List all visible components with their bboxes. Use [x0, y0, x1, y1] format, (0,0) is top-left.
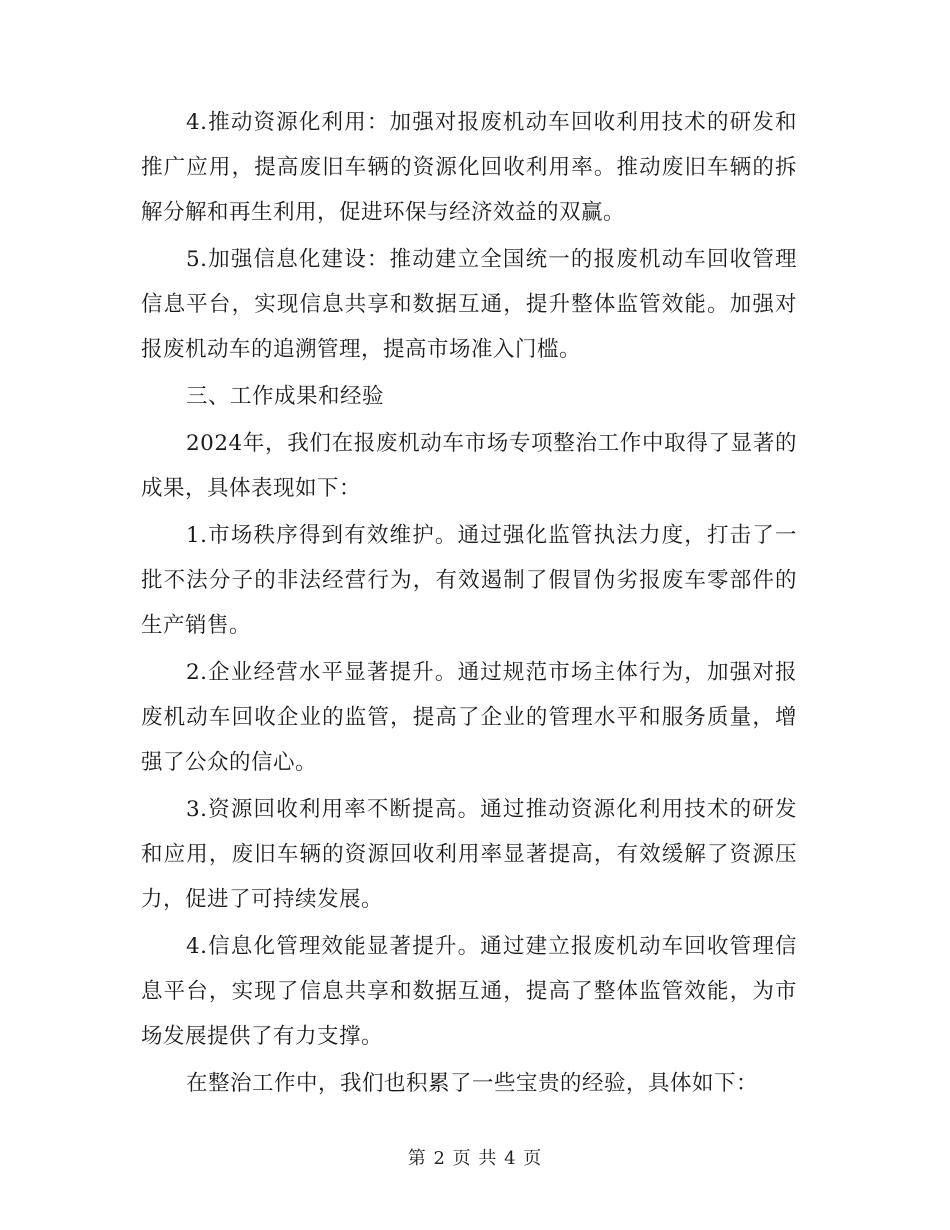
paragraph-resource-utilization: 4.推动资源化利用：加强对报废机动车回收利用技术的研发和推广应用，提高废旧车辆的资源化回收利用率。推动废旧车辆的拆解分解和再生利用，促进环保与经济效益的双赢。	[141, 110, 797, 225]
section-heading-results: 三、工作成果和经验	[186, 384, 385, 409]
page-number-footer: 第 2 页 共 4 页	[407, 1148, 543, 1169]
paragraph-result-market-order: 1.市场秩序得到有效维护。通过强化监管执法力度，打击了一批不法分子的非法经营行为，有效遏制了假冒伪劣报废车零部件的生产销售。	[141, 523, 797, 638]
document-body	[141, 100, 797, 1108]
paragraph-experience-intro: 在整治工作中，我们也积累了一些宝贵的经验，具体如下：	[186, 1071, 759, 1096]
paragraph-results-intro: 2024年，我们在报废机动车市场专项整治工作中取得了显著的成果，具体表现如下：	[141, 431, 797, 501]
paragraph-result-recycling-rate: 3.资源回收利用率不断提高。通过推动资源化利用技术的研发和应用，废旧车辆的资源回收利用率显著提高，有效缓解了资源压力，促进了可持续发展。	[141, 797, 797, 912]
paragraph-informatization: 5.加强信息化建设：推动建立全国统一的报废机动车回收管理信息平台，实现信息共享和数据互通，提升整体监管效能。加强对报废机动车的追溯管理，提高市场准入门槛。	[141, 247, 797, 362]
paragraph-result-informatization: 4.信息化管理效能显著提升。通过建立报废机动车回收管理信息平台，实现了信息共享和数据互通，提高了整体监管效能，为市场发展提供了有力支撑。	[141, 934, 797, 1049]
paragraph-result-enterprise: 2.企业经营水平显著提升。通过规范市场主体行为，加强对报废机动车回收企业的监管，提高了企业的管理水平和服务质量，增强了公众的信心。	[141, 660, 797, 775]
